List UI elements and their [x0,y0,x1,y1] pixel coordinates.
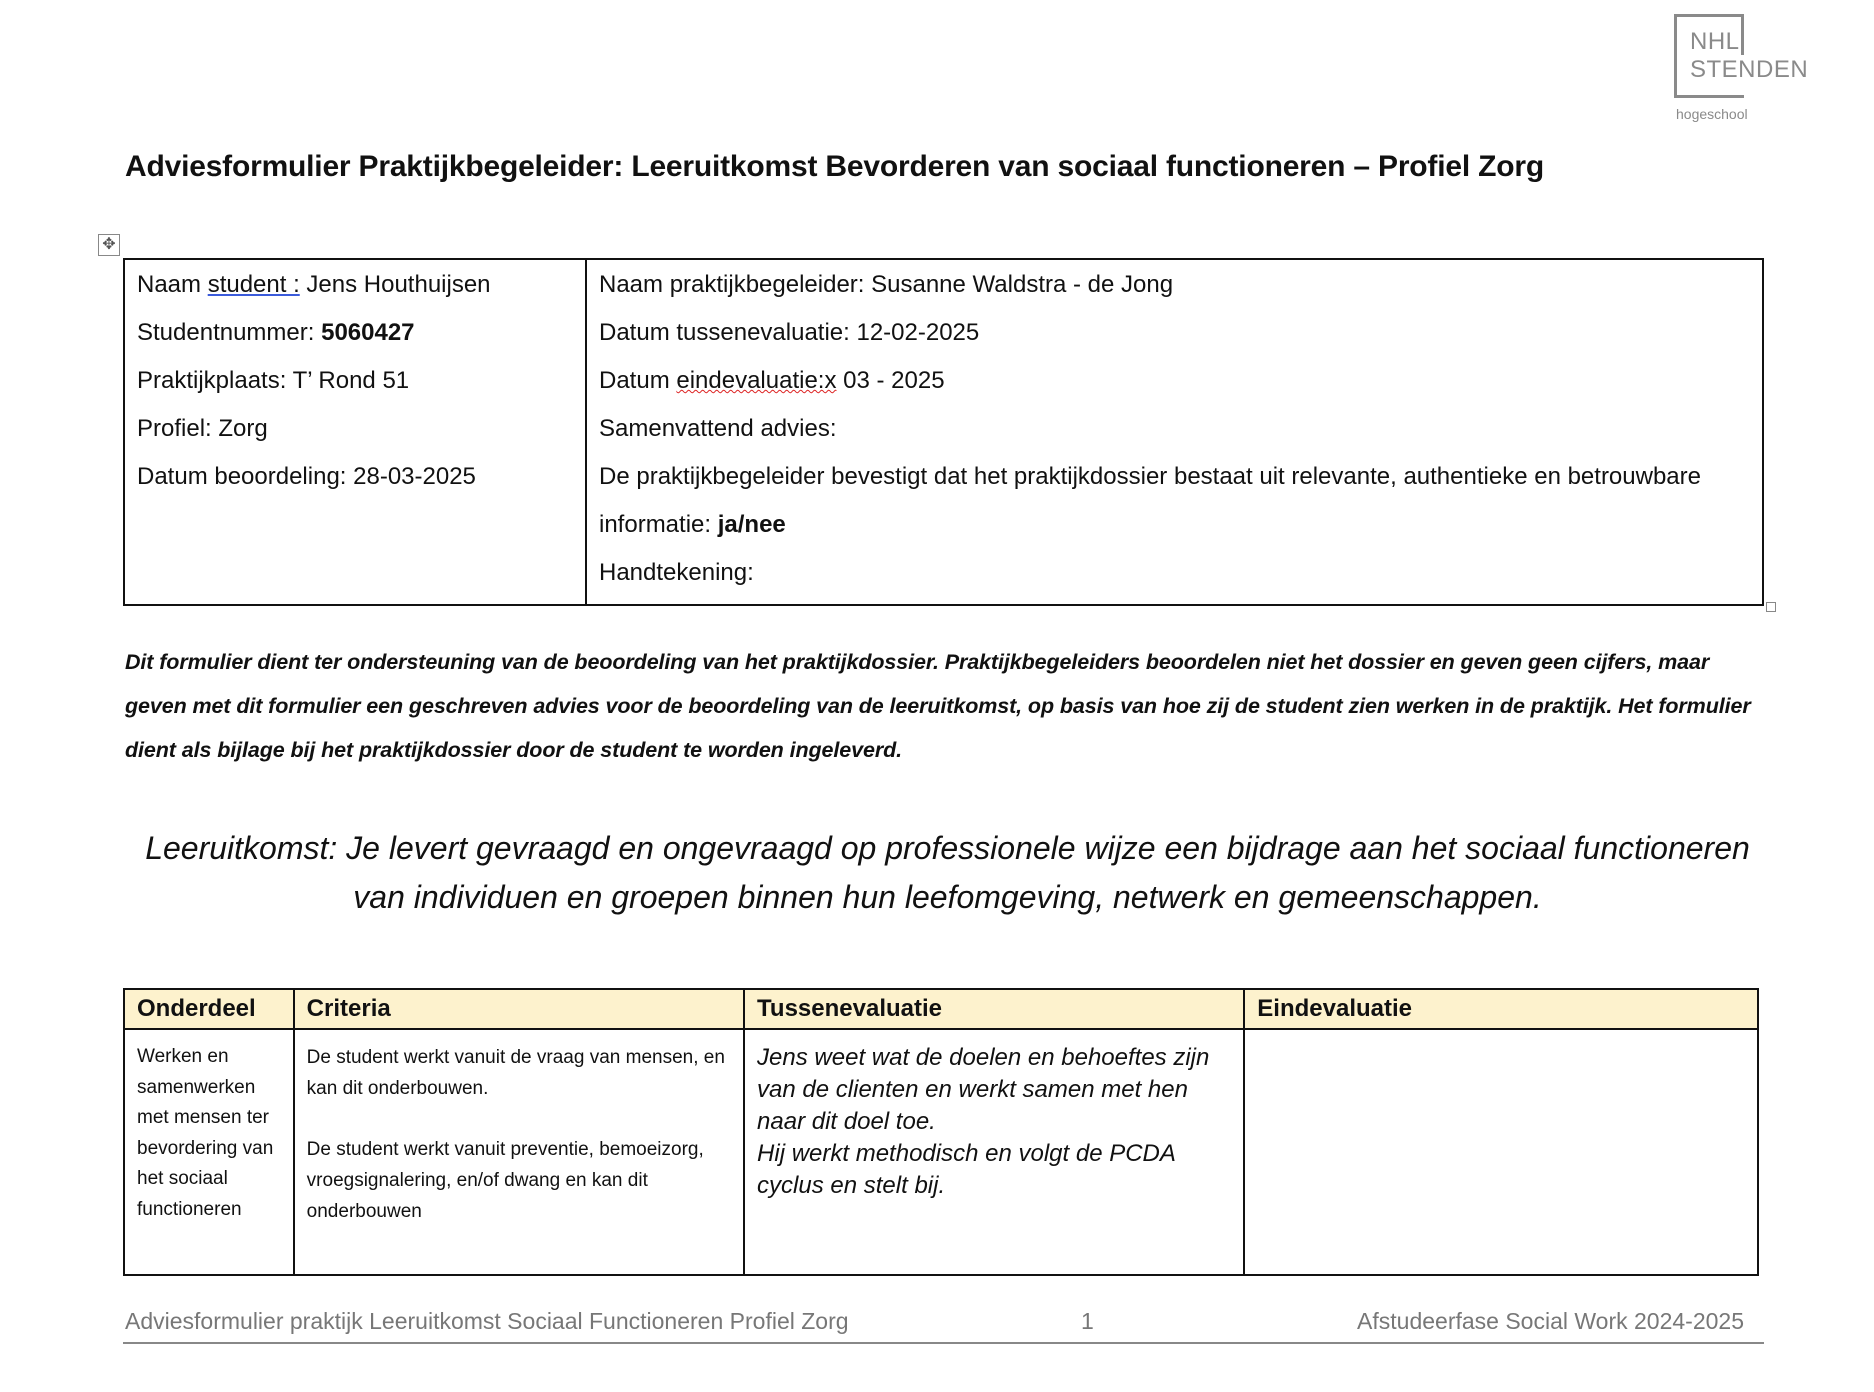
final-date-value: 03 - 2025 [836,367,945,394]
footer-left: Adviesformulier praktijk Leeruitkomst Sociaal Functioneren Profiel Zorg [125,1308,849,1334]
final-evaluation-date [599,360,1750,408]
logo-line-1: NHL [1690,28,1740,55]
learning-outcome: Leeruitkomst: Je levert gevraagd en ongevraagd op professionele wijze een bijdrage aan het sociaal functioneren van individuen en groepen binnen hun leefomgeving, netwerk en gemeenschappen. [145,830,1750,915]
assessment-date: Datum beoordeling: 28-03-2025 [137,463,476,490]
logo-subtitle: hogeschool [1676,106,1748,122]
table-move-handle-icon[interactable]: ✥ [98,234,120,256]
table-row [124,1029,1758,1275]
student-number-label: Studentnummer: [137,319,322,346]
nhl-stenden-logo [1674,14,1814,126]
student-number-value: 5060427 [321,319,415,346]
student-name-label: Naam [137,271,208,298]
header-final: Eindevaluatie [1244,989,1758,1029]
statement-line-1: De praktijkbegeleider bevestigt dat het praktijkdossier bestaat uit relevante, authentieke en betrouwbare [599,463,1701,490]
header-part: Onderdeel [124,989,294,1029]
header-interim: Tussenevaluatie [744,989,1244,1029]
criteria-1: De student werkt vanuit de vraag van mensen, en kan dit onderbouwen. [306,1047,725,1099]
student-number [137,312,573,360]
interim-text-1: Jens weet wat de doelen en behoeftes zijn van de clienten en werkt samen met hen naar dit doel toe. [757,1044,1210,1135]
statement-information-label: informatie: [599,511,718,538]
footer-right: Afstudeerfase Social Work 2024-2025 [1357,1308,1744,1334]
profile: Profiel: Zorg [137,415,268,442]
supervisor-name: Naam praktijkbegeleider: Susanne Waldstra - de Jong [599,271,1174,298]
interim-evaluation-date: Datum tussenevaluatie: 12-02-2025 [599,319,980,346]
signature-label: Handtekening: [599,559,754,586]
statement-line-2 [599,504,1750,552]
logo-line-2: STENDEN [1690,56,1809,83]
placement: Praktijkplaats: T’ Rond 51 [137,367,410,394]
header-criteria: Criteria [294,989,744,1029]
cell-criteria [294,1029,744,1275]
student-name [137,264,573,312]
final-date-label-spellcheck: eindevaluatie:x [676,367,837,394]
summary-label: Samenvattend advies: [599,415,837,442]
student-details-cell [124,259,586,605]
supervisor-details-cell [586,259,1763,605]
footer-page-number: 1 [1081,1308,1094,1334]
interim-text-2: Hij werkt methodisch en volgt de PCDA cyclus en stelt bij. [757,1140,1175,1199]
yes-no-choice[interactable]: ja/nee [717,511,786,538]
student-name-label-underlined: student : [207,271,300,298]
cell-part: Werken en samenwerken met mensen ter bevordering van het sociaal functioneren [124,1029,294,1275]
final-date-label: Datum [599,367,677,394]
intro-paragraph: Dit formulier dient ter ondersteuning van de beoordeling van het praktijkdossier. Praktijkbegeleiders beoordelen niet het dossier en geven geen cijfers, maar geven met dit formulier een geschreven advies voor de beoordeling van de leeruitkomst, op basis van hoe zij de student zien werken in de praktijk. Het formulier dient als bijlage bij het praktijkdossier door de student te worden ingeleverd. [125,650,1751,762]
table-resize-handle[interactable] [1766,602,1776,612]
criteria-header-row [124,989,1758,1029]
cell-final-evaluation[interactable] [1244,1029,1758,1275]
criteria-table [123,988,1759,1276]
document-title: Adviesformulier Praktijkbegeleider: Leeruitkomst Bevorderen van sociaal functioneren – Profiel Zorg [125,150,1544,183]
cell-interim-evaluation[interactable] [744,1029,1244,1275]
page-footer [123,1308,1764,1344]
criteria-2: De student werkt vanuit preventie, bemoeizorg, vroegsignalering, en/of dwang en kan dit onderbouwen [306,1139,704,1222]
student-name-value: Jens Houthuijsen [299,271,491,298]
student-info-table [123,258,1764,606]
